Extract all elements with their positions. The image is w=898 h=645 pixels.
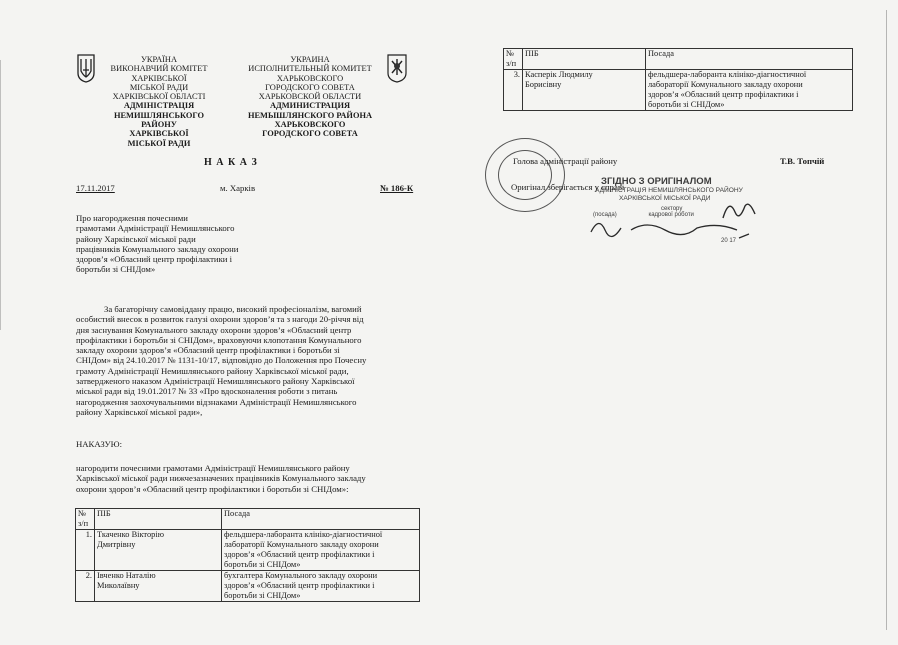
table-row: 2. Івченко Наталію Миколаївну бухгалтера Комунального закладу охорони здоров’я «Обласний центр профілактики і боротьби зі СНІДом» [76,571,420,602]
signature-mark-hr [587,212,757,244]
scan-edge [886,10,887,630]
table-row: 1. Ткаченко Вікторію Дмитрівну фельдшера-лаборанта клініко-діагностичної лабораторії Комунального закладу охорони здоров’я «Обласний центр профілактики і боротьби зі СНІДом» [76,530,420,571]
doc-subject: Про нагородження почесними грамотами Адміністрації Немишлянського району Харківської міської ради працівників Комунального закладу охорони здоров’я «Обласний центр профілактики і боротьби зі СНІДом» [76,213,239,275]
city-emblem-icon [386,53,408,83]
decision-text: нагородити почесними грамотами Адміністрації Немишлянського району Харківської міської ради нижчезазначених працівників Комунального закладу охорони здоров’я «Обласний центр профілактики і боротьби зі СНІДом»: [76,463,366,494]
table-header-row: № з/п ПІБ Посада [504,49,853,70]
header-russian: УКРАИНА ИСПОЛНИТЕЛЬНЫЙ КОМИТЕТ ХАРЬКОВСКОГО ГОРОДСКОГО СОВЕТА ХАРЬКОВСКОЙ ОБЛАСТИ АДМИНИСТРАЦИЯ НЕМЫШЛЯНСКОГО РАЙОНА ХАРЬКОВСКОГО ГОРОДСКОГО СОВЕТА [247,55,373,139]
scan-edge [0,60,1,330]
doc-body: За багаторічну самовіддану працю, високий професіоналізм, вагомий особистий внесок в розвиток галузі охорони здоров’я та з нагоди 20-річчя від дня заснування Комунального закладу охорони здоров’я «Обласний центр профілактики і боротьби зі СНІДом», враховуючи клопотання Комунального закладу охорони здоров’я «Обласний центр профілактики і боротьби зі СНІДом» від 24.10.2017 № 1131-10/17, відповідно до Положення про Почесну грамоту Адміністрації Немишлянського району Харківської міської ради, затвердженого наказом Адміністрації Немишлянського району Харківської міської ради від 19.01.2017 № 33 «Про вдосконалення роботи з питань нагородження заохочувальними відзнаками Адміністрації Немишлянського району Харківської міської ради», [76,304,367,417]
awardees-table-right [503,48,853,111]
table-header-row: № з/п ПІБ Посада [76,509,420,530]
round-seal [485,138,565,212]
right-page [449,0,898,645]
signature-name: Т.В. Топчій [780,156,825,166]
copy-certification-stamp: ЗГІДНО З ОРИГІНАЛОМ АДМІНІСТРАЦІЯ НЕМИШЛЯНСЬКОГО РАЙОНУ ХАРКІВСЬКОЇ МІСЬКОЇ РАДИ сектору (посада) кадрової роботи 20 17 [593,176,743,244]
original-note: Оригінал зберігається у справі [511,182,625,192]
doc-city: м. Харків [220,183,256,193]
coat-of-arms-icon [76,53,96,83]
order-word: НАКАЗУЮ: [76,439,123,449]
signature-role: Голова адміністрації району [513,156,618,166]
doc-title: Н А К А З [204,157,258,168]
doc-date: 17.11.2017 [76,183,115,193]
doc-number: № 186-К [380,183,414,193]
table-row: 3. Касперік Людмилу Борисівну фельдшера-лаборанта клініко-діагностичної лабораторії Комунального закладу охорони здоров’я «Обласний центр профілактики і боротьби зі СНІДом» [504,70,853,111]
header-ukrainian: УКРАЇНА ВИКОНАВЧИЙ КОМІТЕТ ХАРКІВСЬКОЇ МІСЬКОЇ РАДИ ХАРКІВСЬКОЇ ОБЛАСТІ АДМІНІСТРАЦІЯ НЕМИШЛЯНСЬКОГО РАЙОНУ ХАРКІВСЬКОЇ МІСЬКОЇ РАДИ [110,55,208,148]
awardees-table-left [75,508,420,602]
